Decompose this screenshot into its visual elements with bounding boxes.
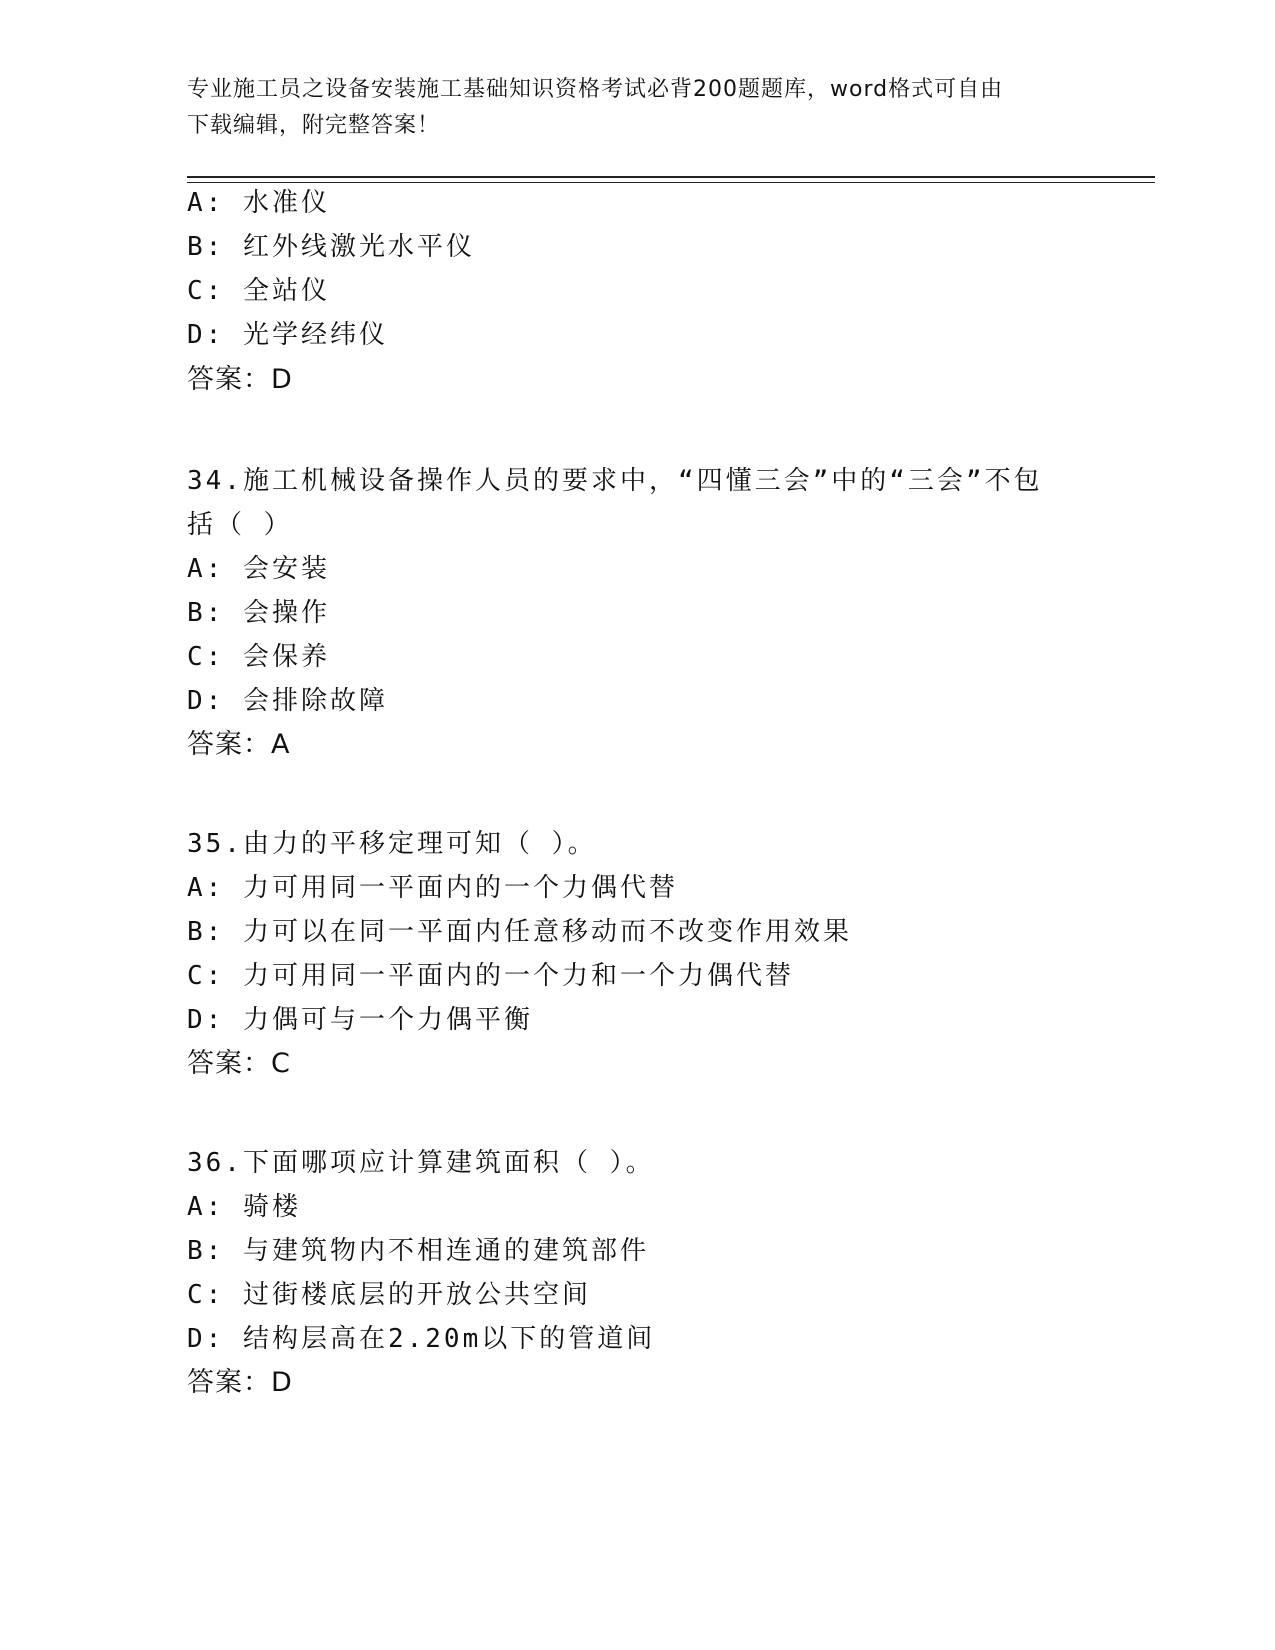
q34-option-d: D: 会排除故障 bbox=[187, 686, 388, 716]
header-divider-thick bbox=[187, 176, 1155, 178]
q36-option-b: B: 与建筑物内不相连通的建筑部件 bbox=[187, 1236, 649, 1266]
q33-option-d: D: 光学经纬仪 bbox=[187, 320, 388, 350]
q36-option-c: C: 过街楼底层的开放公共空间 bbox=[187, 1280, 591, 1310]
q35-option-d: D: 力偶可与一个力偶平衡 bbox=[187, 1005, 533, 1035]
q34-question-line-1: 34.施工机械设备操作人员的要求中，“四懂三会”中的“三会”不包 bbox=[187, 466, 1043, 496]
header-line-2: 下载编辑，附完整答案！ bbox=[187, 113, 441, 138]
q35-option-a: A: 力可用同一平面内的一个力偶代替 bbox=[187, 873, 678, 903]
q34-question-line-2: 括（ ） bbox=[187, 510, 293, 540]
q33-option-b: B: 红外线激光水平仪 bbox=[187, 232, 475, 262]
q34-option-c: C: 会保养 bbox=[187, 642, 330, 672]
q34-answer: 答案：A bbox=[187, 729, 291, 760]
q35-option-b: B: 力可以在同一平面内任意移动而不改变作用效果 bbox=[187, 917, 852, 947]
q33-option-c: C: 全站仪 bbox=[187, 276, 330, 306]
q36-answer: 答案：D bbox=[187, 1367, 293, 1398]
q35-answer: 答案：C bbox=[187, 1048, 291, 1079]
document-header bbox=[187, 72, 1087, 144]
q36-question-line-1: 36.下面哪项应计算建筑面积（ ）。 bbox=[187, 1148, 655, 1178]
q33-option-a: A: 水准仪 bbox=[187, 188, 330, 218]
q36-option-a: A: 骑楼 bbox=[187, 1192, 301, 1222]
q36-option-d: D: 结构层高在2.20m以下的管道间 bbox=[187, 1324, 656, 1354]
header-line-1: 专业施工员之设备安装施工基础知识资格考试必背200题题库，word格式可自由 bbox=[187, 77, 1004, 102]
q34-option-a: A: 会安装 bbox=[187, 554, 330, 584]
q35-question-line-1: 35.由力的平移定理可知（ ）。 bbox=[187, 829, 597, 859]
q35-option-c: C: 力可用同一平面内的一个力和一个力偶代替 bbox=[187, 961, 794, 991]
header-divider-thin bbox=[187, 182, 1155, 183]
q33-answer: 答案：D bbox=[187, 364, 293, 395]
q34-option-b: B: 会操作 bbox=[187, 598, 330, 628]
